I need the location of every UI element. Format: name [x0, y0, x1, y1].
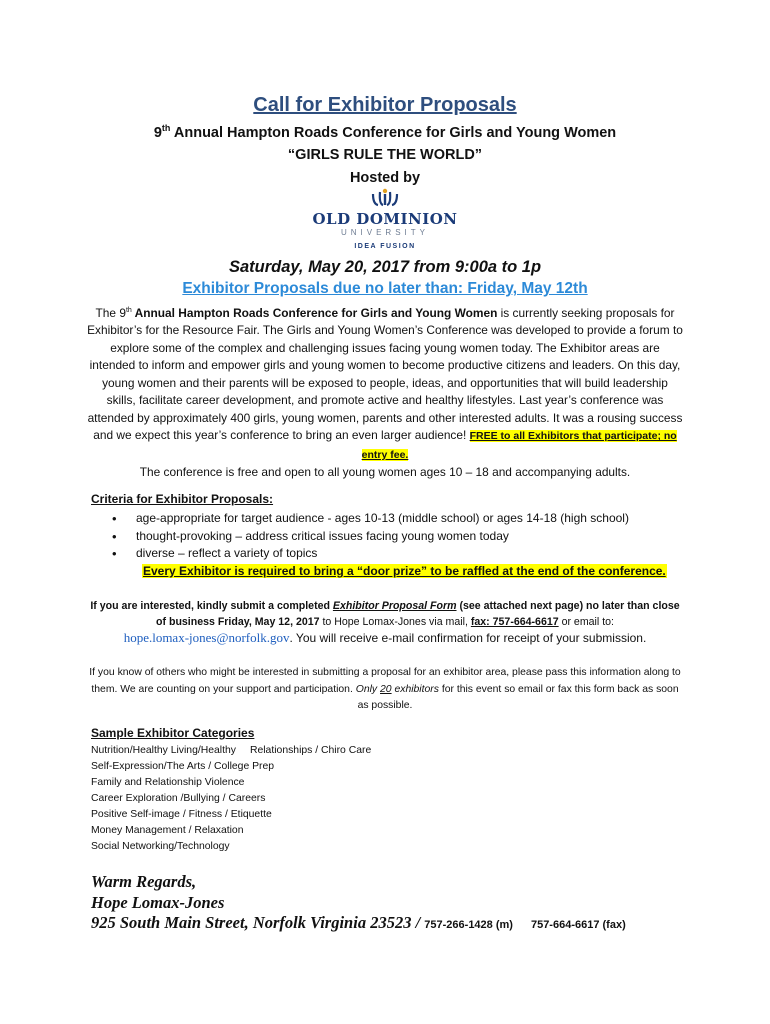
criteria-item: • age-appropriate for target audience - ages 10-13 (middle school) or ages 14-18 (high school) — [110, 510, 629, 528]
proposal-form-link[interactable]: Exhibitor Proposal Form — [332, 600, 457, 612]
door-prize-note: Every Exhibitor is required to bring a “door prize” to be raffled at the end of the conference. — [143, 564, 666, 578]
crown-icon — [370, 188, 400, 208]
conference-theme: “GIRLS RULE THE WORLD” — [287, 147, 483, 163]
mobile-phone: 757-266-1428 (m) — [424, 919, 513, 931]
intro-age-note: The conference is free and open to all young women ages 10 – 18 and accompanying adults. — [139, 465, 631, 480]
email-line: hope.lomax-jones@norfolk.gov. You will receive e-mail confirmation for receipt of your submission. — [123, 630, 647, 645]
odu-logo — [310, 188, 460, 260]
intro-paragraph: The 9th Annual Hampton Roads Conference for Girls and Young Women is currently seeking proposals for Exhibitor’s for the Resource Fair. The Girls and Young Women’s Conference was developed to provide a forum to explore some of the complex and challenging issues facing young women today. The Exhibitor areas are intended to inform and empower girls and young women to become productive citizens and leaders. On this day, young women and their parents will be exposed to people, ideas, and opportunities that will build leadership skills, facilitate career development, and promote active and healthy lifestyles. Last year’s conference was attended by approximately 400 girls, young women, parents and other interested adults. It was a rousing success and we expect this year’s conference to bring an even larger audience! FREE to all Exhibitors that participate; no entry fee. The conference is free and open to all young women ages 10 – 18 and accompanying adults. — [87, 305, 683, 480]
logo-tagline: IDEA FUSION — [354, 243, 416, 250]
category-item: Career Exploration /Bullying / Careers — [91, 793, 266, 804]
signature-name: Hope Lomax-Jones — [91, 893, 225, 912]
logo-name: OLD DOMINION — [312, 210, 458, 228]
proposal-deadline: Exhibitor Proposals due no later than: Friday, May 12th — [182, 280, 588, 297]
logo-university: UNIVERSITY — [340, 228, 429, 237]
categories-list — [91, 743, 371, 855]
category-item: Nutrition/Healthy Living/Healthy Relationships / Chiro Care — [91, 745, 372, 756]
page-title: Call for Exhibitor Proposals — [253, 94, 517, 116]
category-item: Money Management / Relaxation — [91, 825, 244, 836]
criteria-item: • diverse – reflect a variety of topics — [110, 545, 629, 563]
referral-paragraph: If you know of others who might be interested in submitting a proposal for an exhibitor area, please pass this information along to them. We are counting on your support and participation. Only 20 exhibitors for this event so email or fax this form back as soon as possible. — [89, 667, 681, 711]
event-date: Saturday, May 20, 2017 from 9:00a to 1p — [228, 258, 542, 276]
hosted-by: Hosted by — [349, 170, 421, 186]
signature-address: 925 South Main Street, Norfolk Virginia 23523 / 757-266-1428 (m) 757-664-6617 (fax) — [91, 913, 626, 932]
free-note: FREE to all Exhibitors that participate; no entry fee. — [361, 430, 677, 461]
criteria-item: • thought-provoking – address critical issues facing young women today — [110, 528, 629, 546]
fax-number: fax: 757-664-6617 — [470, 616, 559, 628]
category-item: Positive Self-image / Fitness / Etiquette — [91, 809, 272, 820]
email-link[interactable]: hope.lomax-jones@norfolk.gov — [123, 630, 290, 645]
signature-closing: Warm Regards, — [91, 872, 197, 891]
conference-name: 9th Annual Hampton Roads Conference for Girls and Young Women — [153, 123, 617, 141]
criteria-list — [110, 510, 629, 563]
category-item: Family and Relationship Violence — [91, 777, 245, 788]
fax-phone: 757-664-6617 (fax) — [530, 919, 626, 931]
submission-instructions: If you are interested, kindly submit a completed Exhibitor Proposal Form (see attached next page) no later than close of business Friday, May 12, 2017 to Hope Lomax-Jones via mail, fax: 757-664-6617 or email to: — [90, 600, 680, 628]
category-item: Self-Expression/The Arts / College Prep — [91, 761, 275, 772]
categories-heading: Sample Exhibitor Categories — [91, 726, 255, 740]
criteria-heading: Criteria for Exhibitor Proposals: — [91, 492, 274, 506]
category-item: Social Networking/Technology — [91, 841, 230, 852]
